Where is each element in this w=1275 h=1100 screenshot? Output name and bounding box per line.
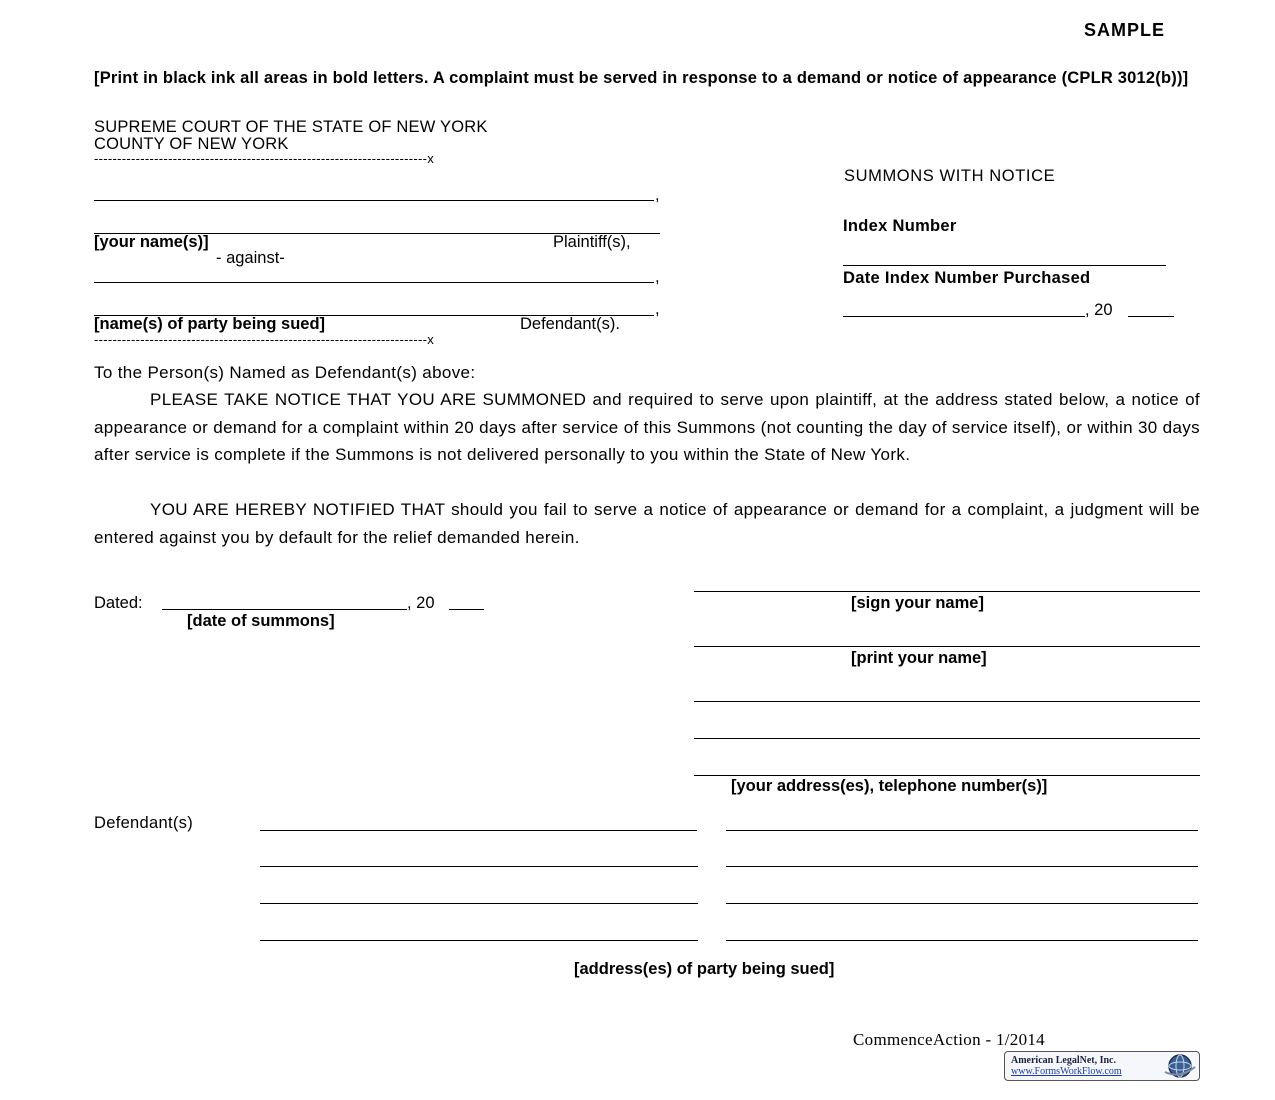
- dated-year-line[interactable]: [449, 609, 484, 610]
- addressee: To the Person(s) Named as Defendant(s) above:: [94, 363, 476, 382]
- sample-label: SAMPLE: [1084, 20, 1166, 40]
- dated-year-prefix: , 20: [407, 594, 435, 612]
- address-line-3[interactable]: [694, 775, 1200, 776]
- defendant-address-right-3[interactable]: [726, 903, 1198, 904]
- dated-line[interactable]: [162, 609, 407, 610]
- county-name: COUNTY OF NEW YORK: [94, 135, 289, 153]
- plaintiff-role: Plaintiff(s),: [553, 233, 631, 251]
- defendant-comma-2: ,: [655, 300, 660, 318]
- defendants-label: Defendant(s): [94, 814, 193, 832]
- notice-paragraph-2: YOU ARE HEREBY NOTIFIED THAT should you fail to serve a notice of appearance or demand for a complaint, a judgment will be entered against you by default for the relief demanded herein.: [94, 500, 1200, 547]
- plaintiff-comma-1: ,: [655, 186, 660, 204]
- defendant-role: Defendant(s).: [520, 315, 620, 333]
- date-index-label: Date Index Number Purchased: [843, 269, 1091, 287]
- index-number-label: Index Number: [843, 217, 957, 235]
- plaintiff-hint: [your name(s)]: [94, 233, 209, 251]
- defendant-address-left-1[interactable]: [260, 830, 697, 831]
- print-line[interactable]: [694, 646, 1200, 647]
- instructions: [Print in black ink all areas in bold letters. A complaint must be served in response to a demand or notice of appearance (CPLR 3012(b))]: [94, 69, 1189, 87]
- notice-paragraph-1: PLEASE TAKE NOTICE THAT YOU ARE SUMMONED and required to serve upon plaintiff, at the address stated below, a notice of appearance or demand for a complaint within 20 days after service of this Summons (not counting the day of service itself), or within 30 days after service is complete if the Summons is not delivered personally to you within the State of New York.: [94, 390, 1200, 464]
- defendant-address-left-3[interactable]: [260, 903, 698, 904]
- sign-line[interactable]: [694, 591, 1200, 592]
- defendant-address-left-2[interactable]: [260, 866, 698, 867]
- address-line-1[interactable]: [694, 701, 1200, 702]
- against-label: - against-: [216, 249, 285, 267]
- defendant-line-1[interactable]: [94, 282, 654, 283]
- dated-label: Dated:: [94, 594, 143, 612]
- form-id: CommenceAction - 1/2014: [853, 1030, 1045, 1049]
- plaintiff-line-1[interactable]: [94, 200, 654, 201]
- logo-company: American LegalNet, Inc.: [1011, 1055, 1116, 1066]
- defendant-hint: [name(s) of party being sued]: [94, 315, 326, 333]
- date-hint: [date of summons]: [187, 612, 335, 630]
- date-index-year-line[interactable]: [1128, 316, 1174, 317]
- defendant-comma-1: ,: [655, 268, 660, 286]
- date-index-year-prefix: , 20: [1085, 301, 1113, 319]
- defendant-address-right-2[interactable]: [726, 866, 1198, 867]
- address-hint: [your address(es), telephone number(s)]: [731, 777, 1048, 795]
- date-index-line[interactable]: [843, 316, 1085, 317]
- defendant-address-hint: [address(es) of party being sued]: [574, 960, 835, 978]
- index-number-line[interactable]: [843, 265, 1166, 266]
- sign-hint: [sign your name]: [851, 594, 984, 612]
- caption-divider-top: ------------------------------------------------------------------------x: [94, 151, 435, 166]
- defendant-address-right-1[interactable]: [726, 830, 1198, 831]
- globe-icon: [1161, 1053, 1197, 1079]
- company-logo[interactable]: [1004, 1051, 1200, 1081]
- logo-url[interactable]: www.FormsWorkFlow.com: [1011, 1066, 1122, 1077]
- court-name: SUPREME COURT OF THE STATE OF NEW YORK: [94, 118, 488, 136]
- address-line-2[interactable]: [694, 738, 1200, 739]
- defendant-address-left-4[interactable]: [260, 940, 698, 941]
- print-hint: [print your name]: [851, 649, 987, 667]
- defendant-address-right-4[interactable]: [726, 940, 1198, 941]
- caption-divider-bottom: ------------------------------------------------------------------------x: [94, 332, 435, 347]
- document-title: SUMMONS WITH NOTICE: [844, 167, 1056, 185]
